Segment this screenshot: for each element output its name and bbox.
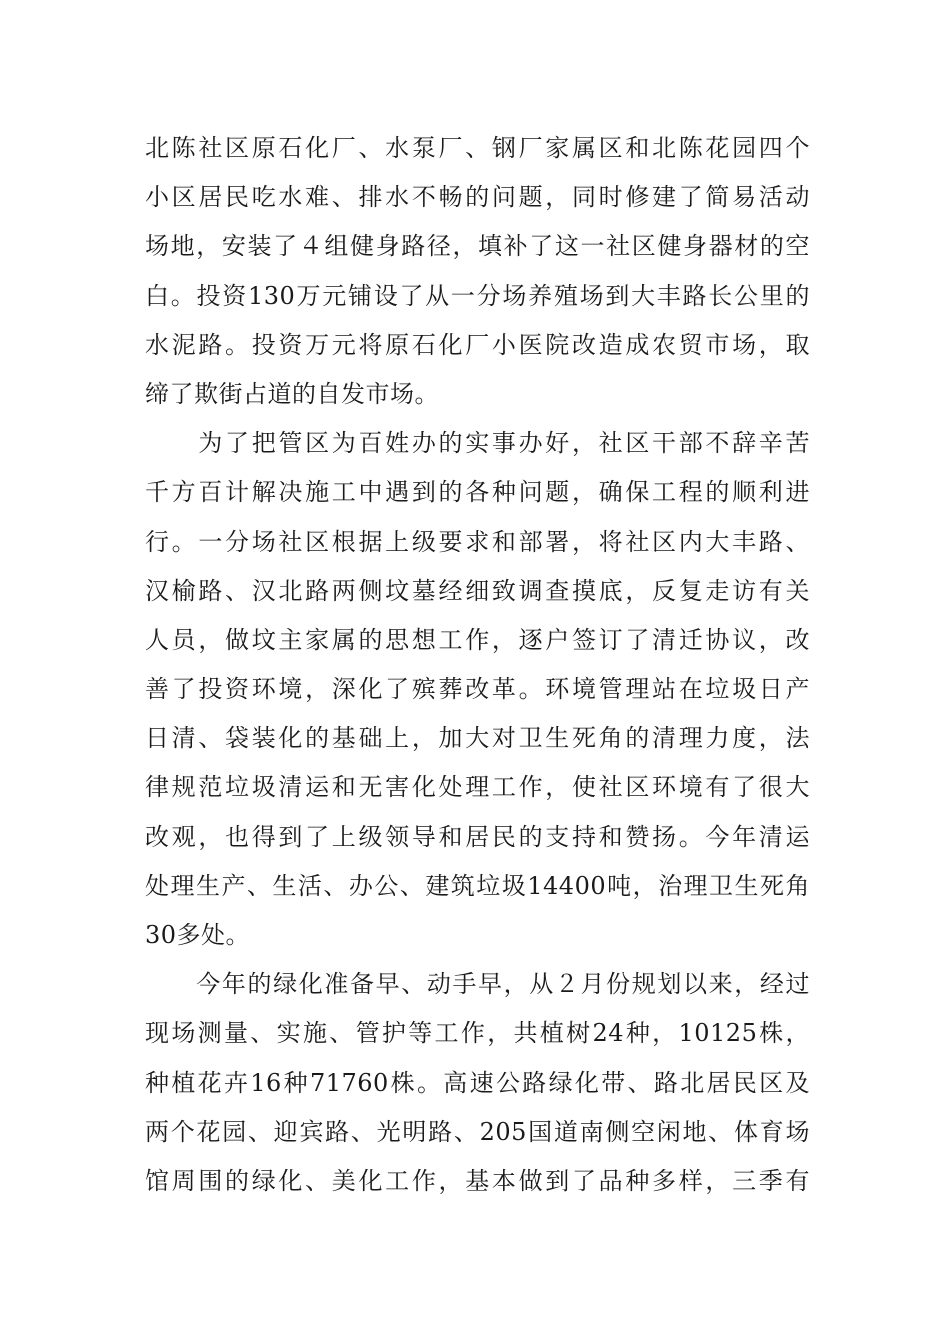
text-line: 律规范垃圾清运和无害化处理工作，使社区环境有了很大 bbox=[145, 773, 810, 802]
text-line: 改观，也得到了上级领导和居民的支持和赞扬。今年清运 bbox=[145, 822, 810, 851]
text-line: 千方百计解决施工中遇到的各种问题，确保工程的顺利进 bbox=[145, 478, 810, 507]
text-line: 两个花园、迎宾路、光明路、205国道南侧空闲地、体育场 bbox=[145, 1117, 810, 1146]
text-line: 汉榆路、汉北路两侧坟墓经细致调查摸底，反复走访有关 bbox=[145, 576, 810, 605]
text-line: 善了投资环境，深化了殡葬改革。环境管理站在垃圾日产 bbox=[145, 675, 810, 704]
text-line: 现场测量、实施、管护等工作，共植树24种，10125株， bbox=[145, 1019, 810, 1048]
text-line: 30多处。 bbox=[145, 921, 251, 949]
text-line: 种植花卉16种71760株。高速公路绿化带、路北居民区及 bbox=[145, 1068, 810, 1097]
text-line: 白。投资130万元铺设了从一分场养殖场到大丰路长公里的 bbox=[145, 281, 810, 310]
body-text bbox=[145, 124, 810, 1206]
paragraph-3 bbox=[145, 960, 810, 1206]
text-line: 馆周围的绿化、美化工作，基本做到了品种多样，三季有 bbox=[145, 1166, 810, 1195]
text-line: 场地，安装了４组健身路径，填补了这一社区健身器材的空 bbox=[145, 232, 810, 261]
paragraph-1 bbox=[145, 124, 810, 419]
text-line: 缔了欺街占道的自发市场。 bbox=[145, 379, 439, 408]
text-line: 水泥路。投资万元将原石化厂小医院改造成农贸市场，取 bbox=[145, 330, 810, 359]
text-line: 处理生产、生活、办公、建筑垃圾14400吨，治理卫生死角 bbox=[145, 871, 810, 900]
text-line: 日清、袋装化的基础上，加大对卫生死角的清理力度，法 bbox=[145, 724, 810, 753]
text-line: 行。一分场社区根据上级要求和部署，将社区内大丰路、 bbox=[145, 527, 810, 556]
text-line: 今年的绿化准备早、动手早，从２月份规划以来，经过 bbox=[145, 970, 810, 999]
paragraph-2 bbox=[145, 419, 810, 960]
text-line: 小区居民吃水难、排水不畅的问题，同时修建了简易活动 bbox=[145, 183, 810, 212]
text-line: 北陈社区原石化厂、水泵厂、钢厂家属区和北陈花园四个 bbox=[145, 134, 810, 162]
text-line: 为了把管区为百姓办的实事办好，社区干部不辞辛苦 bbox=[145, 429, 810, 458]
text-line: 人员，做坟主家属的思想工作，逐户签订了清迁协议，改 bbox=[145, 625, 810, 654]
